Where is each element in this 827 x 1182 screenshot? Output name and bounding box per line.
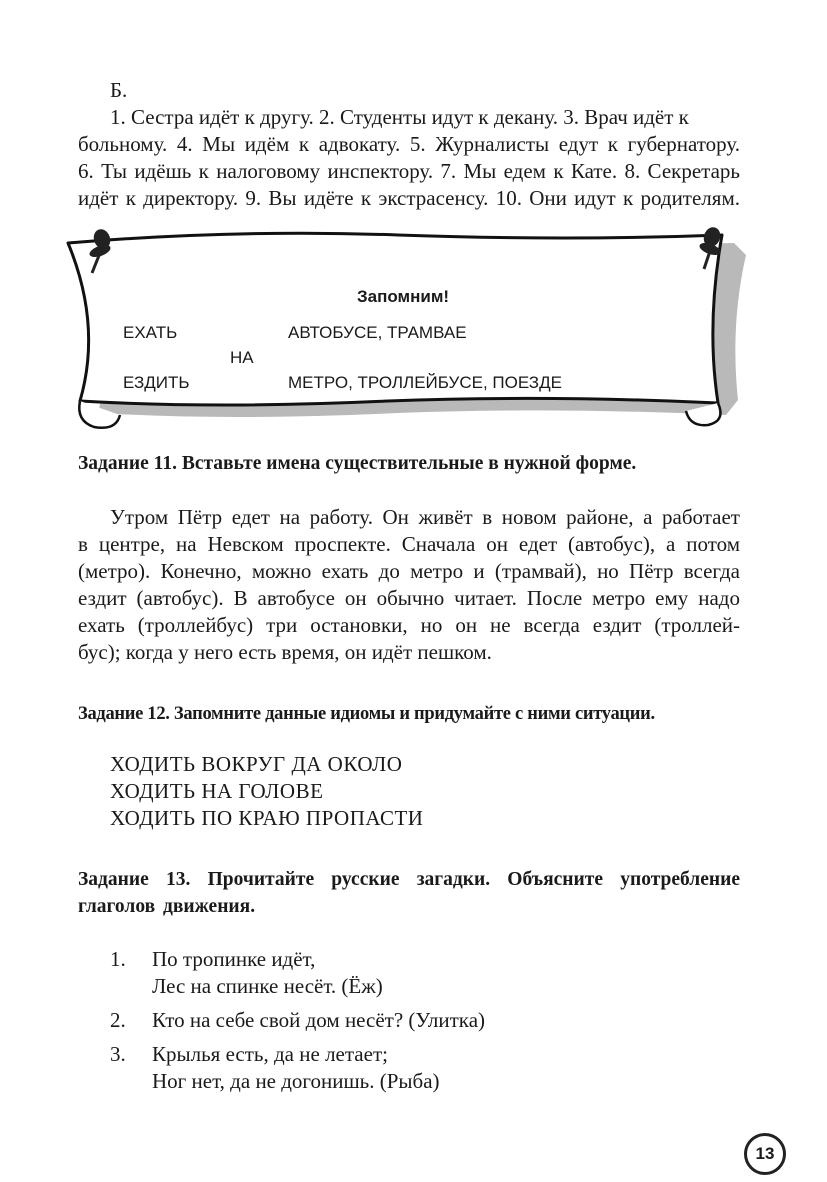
idiom-1: ХОДИТЬ ВОКРУГ ДА ОКОЛО [110, 752, 403, 776]
task-11-line-3: (метро). Конечно, можно ехать до метро и (трамвай), но Пётр всегда [78, 559, 740, 583]
task-11-line-5: ехать (троллейбус) три остановки, но он не всегда ездит (троллей- [78, 613, 740, 637]
idiom-2: ХОДИТЬ НА ГОЛОВЕ [110, 779, 324, 803]
task-11-line-6: бус); когда у него есть время, он идёт пешком. [78, 640, 492, 664]
riddle-number: 1. [110, 947, 126, 971]
note-objects-1: АВТОБУСЕ, ТРАМВАЕ [288, 323, 467, 342]
task-11-line-4: ездит (автобус). В автобусе он обычно читает. После метро ему надо [78, 586, 740, 610]
note-verb-1: ЕХАТЬ [123, 323, 178, 342]
riddle-1-line-1: По тропинке идёт, [152, 947, 316, 971]
riddle-2-line-1: Кто на себе свой дом несёт? (Улитка) [152, 1008, 486, 1032]
task-13-heading-line-2: глаголов движения. [78, 896, 256, 917]
riddle-number: 2. [110, 1008, 126, 1032]
note-verb-2: ЕЗДИТЬ [123, 373, 190, 392]
riddle-3-line-2: Ног нет, да не догонишь. (Рыба) [152, 1069, 440, 1093]
answer-line-1: 1. Сестра идёт к другу. 2. Студенты идут к декану. 3. Врач идёт к [110, 105, 689, 129]
note-title: Запомним! [357, 287, 450, 306]
riddle-3-line-1: Крылья есть, да не летает; [152, 1042, 388, 1066]
riddle-number: 3. [110, 1042, 126, 1066]
answer-line-3: 6. Ты идёшь к налоговому инспектору. 7. Мы едем к Кате. 8. Секретарь [78, 159, 740, 183]
task-11-heading: Задание 11. Вставьте имена существительные в нужной форме. [78, 453, 637, 474]
riddle-1-line-2: Лес на спинке несёт. (Ёж) [152, 974, 383, 998]
note-preposition: НА [230, 348, 254, 367]
task-13-heading-line-1: Задание 13. Прочитайте русские загадки. Объясните употребление [78, 869, 740, 890]
task-12-heading: Задание 12. Запомните данные идиомы и придумайте с ними ситуации. [78, 704, 655, 724]
task-11-line-1: Утром Пётр едет на работу. Он живёт в новом районе, а работает [110, 505, 740, 529]
answer-line-2: больному. 4. Мы идём к адвокату. 5. Журналисты едут к губернатору. [78, 132, 740, 156]
note-objects-2: МЕТРО, ТРОЛЛЕЙБУСЕ, ПОЕЗДЕ [288, 373, 562, 392]
idiom-3: ХОДИТЬ ПО КРАЮ ПРОПАСТИ [110, 806, 424, 830]
page-number: 13 [744, 1133, 786, 1175]
task-11-line-2: в центре, на Невском проспекте. Сначала он едет (автобус), а потом [78, 532, 740, 556]
answer-line-4: идёт к директору. 9. Вы идёте к экстрасенсу. 10. Они идут к родителям. [78, 186, 740, 210]
section-label: Б. [110, 78, 128, 102]
